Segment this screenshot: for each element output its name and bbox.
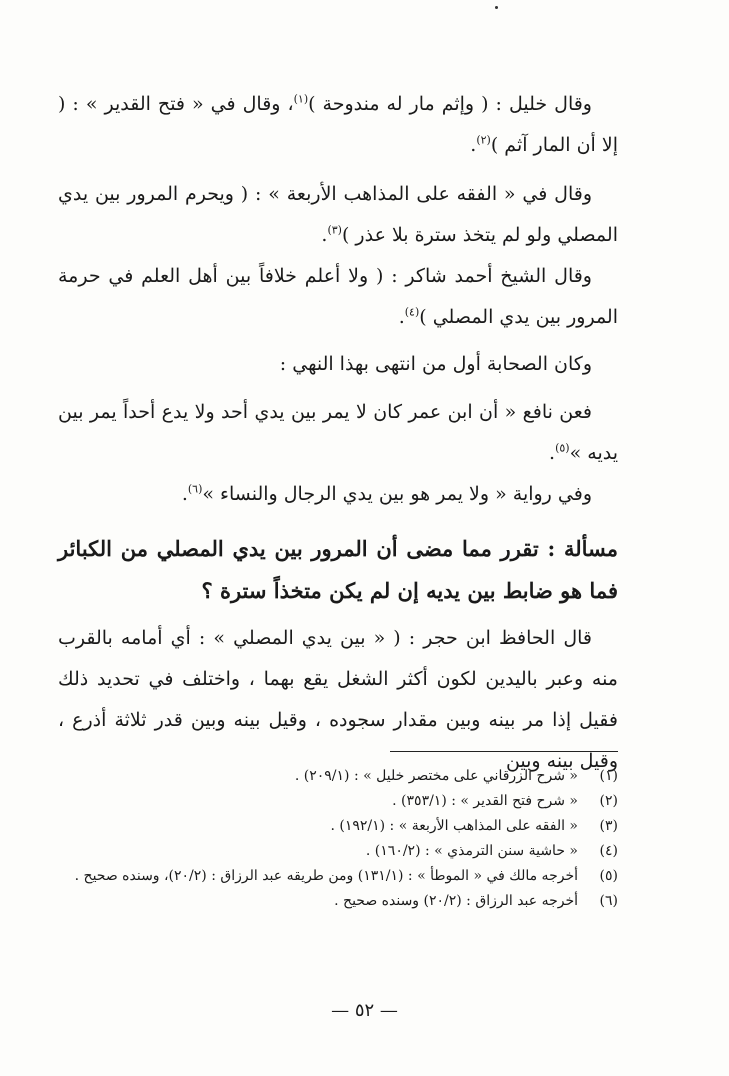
footnote-text: « شرح فتح القدير » : (٣٥٣/١) . [392,793,578,809]
footnote-text: « شرح الزرقاني على مختصر خليل » : (٢٠٩/١) . [294,768,578,784]
paragraph-2 [58,174,618,256]
page-number: — ٥٢ — [331,1000,398,1021]
paragraph-2-text: وقال في « الفقه على المذاهب الأربعة » : ( ويحرم المرور بين يدي المصلي ولو لم يتخذ سترة بلا عذر ) [58,183,618,246]
paragraph-1-tail: ، وقال في « فتح القدير » : ( إلا أن المار آثم ) [58,93,618,156]
footnote-ref-5: (٥) [555,441,570,455]
paragraph-3-end: . [398,306,405,328]
footnote-ref-6: (٦) [187,482,203,496]
footnote-text: « الفقه على المذاهب الأربعة » : (١٩٢/١) . [330,818,578,834]
paragraph-4-text: وكان الصحابة أول من انتهى بهذا النهي : [279,353,592,375]
footnote-item [58,864,618,889]
footnote-text: « حاشية سنن الترمذي » : (١٦٠/٢) . [365,843,578,859]
paragraph-5 [58,392,618,474]
footnote-number: (٦) [599,893,618,909]
paragraph-1-text: وقال خليل : ( وإثم مار له مندوحة ) [308,93,592,115]
footnote-number: (٤) [599,843,618,859]
paragraph-3-text: وقال الشيخ أحمد شاكر : ( ولا أعلم خلافاً بين أهل العلم في حرمة المرور بين يدي المصلي ) [58,265,618,328]
footnotes [58,764,618,914]
paragraph-final: قال الحافظ ابن حجر : ( « بين يدي المصلي » : أي أمامه بالقرب منه وعبر باليدين لكون أكثر الشغل يقع بهما ، واختلف في تحديد ذلك فقيل إذا مر بينه وبين مقدار سجوده ، وقيل بينه وبين قدر ثلاثة أذرع ، وقيل بينه وبين [58,627,618,772]
paragraph-1-end: . [470,134,477,156]
paragraph-5-text: فعن نافع « أن ابن عمر كان لا يمر بين يدي أحد ولا يدع أحداً يمر بين يديه » [58,401,618,464]
paragraph-1 [58,84,618,166]
footnote-number: (٢) [599,793,618,809]
paragraph-4 [58,344,618,385]
footnote-ref-4: (٤) [404,305,420,319]
paragraph-3 [58,256,618,338]
paragraph-6 [58,474,618,515]
footnote-text: أخرجه عبد الرزاق : (٢٠/٢) وسنده صحيح . [334,893,578,909]
footnote-separator [390,751,618,752]
paragraph-5-end: . [549,442,556,464]
footnote-ref-1: (١) [293,92,309,106]
footnote-ref-3: (٣) [327,223,342,237]
footnote-ref-2: (٢) [476,133,491,147]
footnote-item [58,839,618,864]
footnote-item [58,889,618,914]
footnote-number: (٥) [599,868,618,884]
issue-heading: مسألة : تقرر مما مضى أن المرور بين يدي المصلي من الكبائر فما هو ضابط بين يديه إن لم يكن متخذاً سترة ؟ [58,536,618,603]
footnote-number: (٣) [599,818,618,834]
paragraph-6-text: وفي رواية « ولا يمر هو بين يدي الرجال والنساء » [202,483,592,505]
footnote-number: (١) [599,768,618,784]
footnote-item [58,789,618,814]
footnote-text: أخرجه مالك في « الموطأ » : (١٣١/١) ومن طريقه عبد الرزاق : (٢٠/٢)، وسنده صحيح . [74,868,578,884]
paragraph-2-end: . [321,224,328,246]
footnote-item [58,764,618,789]
footnote-item [58,814,618,839]
paragraph-6-end: . [181,483,188,505]
ink-speck [495,6,498,9]
